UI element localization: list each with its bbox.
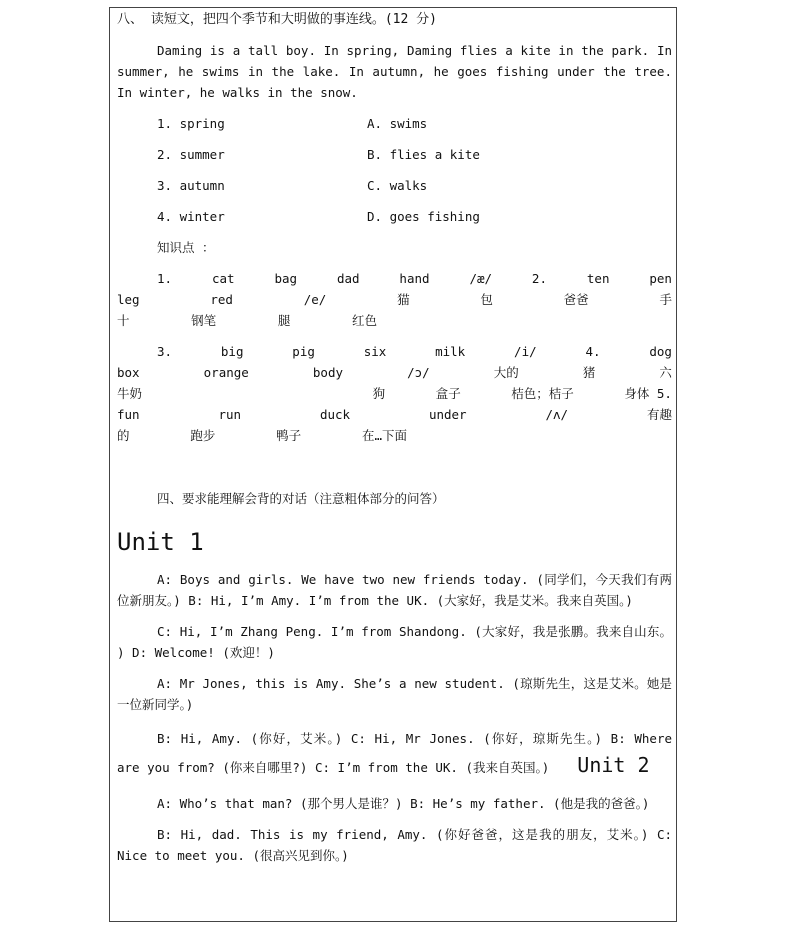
knowledge-line [117, 310, 377, 331]
word: bag [274, 271, 298, 286]
dialogue-paragraph: C: Hi, I’m Zhang Peng. I’m from Shandong. (大家好，我是张鹏。我来自山东。 ) D: Welcome! (欢迎！) [117, 624, 672, 660]
word: 十 [117, 313, 130, 328]
phonetic: /ɔ/ [407, 365, 430, 380]
word: orange [203, 365, 249, 380]
document-body [117, 9, 672, 866]
knowledge-line [117, 268, 672, 289]
dialogue-text: B: Hi, Amy. (你好，艾米。) C: Hi, Mr Jones. (你好，琼斯先生。) B: Where are you from? (你来自哪里?) C: I’m from the UK. (我来自英国。) [117, 731, 672, 775]
knowledge-line [117, 289, 672, 310]
unit-1-title: Unit 1 [117, 528, 204, 556]
word: under [428, 407, 467, 422]
word: 2. [531, 271, 547, 286]
word: pen [649, 271, 672, 286]
word: dad [336, 271, 360, 286]
word: 牛奶 [117, 386, 143, 401]
activity-item: B. flies a kite [367, 147, 480, 162]
knowledge-group-2 [117, 341, 672, 446]
knowledge-group-1 [117, 268, 672, 331]
knowledge-line [117, 383, 672, 404]
activity-item: D. goes fishing [367, 209, 480, 224]
word: body [312, 365, 343, 380]
word: 身体 5. [624, 386, 672, 401]
match-row-3 [117, 175, 672, 196]
knowledge-line [117, 341, 672, 362]
word: big [220, 344, 244, 359]
word: 跑步 [190, 428, 216, 443]
word: 1. [157, 271, 173, 286]
dialogue-paragraph: A: Mr Jones, this is Amy. She’s a new student. (琼斯先生，这是艾米。她是一位新同学。) [117, 676, 672, 712]
word: 大的 [493, 365, 519, 380]
dialogue-paragraph: A: Boys and girls. We have two new friends today. (同学们，今天我们有两位新朋友。) B: Hi, I’m Amy. I’m from the UK. (大家好，我是艾米。我来自英国。) [117, 572, 672, 608]
word: 包 [480, 292, 493, 307]
word: milk [435, 344, 466, 359]
word: 红色 [351, 313, 377, 328]
reading-passage: Daming is a tall boy. In spring, Daming flies a kite in the park. In summer, he swims in the lake. In autumn, he goes fishing under the tree. In winter, he walks in the snow. [117, 43, 672, 100]
word: leg [117, 292, 140, 307]
word: 鸭子 [276, 428, 302, 443]
word: 的 [117, 428, 130, 443]
phonetic: /i/ [514, 344, 537, 359]
section-4-heading: 四、要求能理解会背的对话（注意粗体部分的问答） [157, 491, 445, 506]
word: 手 [659, 292, 672, 307]
word: 钢笔 [191, 313, 217, 328]
dialogue-paragraph: B: Hi, dad. This is my friend, Amy. (你好爸爸，这是我的朋友，艾米。) C: Nice to meet you. (很高兴见到你。) [117, 827, 672, 863]
word: six [363, 344, 387, 359]
knowledge-line [117, 362, 672, 383]
activity-item: A. swims [367, 116, 428, 131]
match-row-2 [117, 144, 672, 165]
word: fun [117, 407, 140, 422]
knowledge-line [117, 425, 407, 446]
word: 在…下面 [361, 428, 407, 443]
phonetic: /æ/ [469, 271, 493, 286]
word: dog [649, 344, 672, 359]
dialogue-paragraph [117, 725, 672, 781]
word: 爸爸 [563, 292, 589, 307]
word: 狗 [372, 386, 386, 401]
season-item: 1. spring [157, 116, 225, 131]
word: hand [399, 271, 430, 286]
knowledge-label-row [117, 237, 672, 258]
season-item: 4. winter [157, 209, 225, 224]
word: pig [292, 344, 315, 359]
match-row-1 [117, 113, 672, 134]
word: 六 [659, 365, 672, 380]
word: cat [211, 271, 235, 286]
word: 盒子 [435, 386, 461, 401]
knowledge-line [117, 404, 672, 425]
season-item: 3. autumn [157, 178, 225, 193]
season-item: 2. summer [157, 147, 225, 162]
match-row-4 [117, 206, 672, 227]
unit-2-title: Unit 2 [577, 753, 650, 777]
word: 4. [585, 344, 601, 359]
word: 腿 [277, 313, 291, 328]
word: ten [586, 271, 610, 286]
word: 桔色；桔子 [511, 386, 574, 401]
word: 有趣 [646, 407, 672, 422]
word: 3. [157, 344, 173, 359]
section-8-heading: 八、 读短文，把四个季节和大明做的事连线。(12 分) [117, 12, 437, 27]
word: 猪 [582, 365, 596, 380]
word: 猫 [397, 292, 410, 307]
phonetic: /ʌ/ [545, 407, 569, 422]
word: run [218, 407, 242, 422]
word: red [210, 292, 233, 307]
dialogue-paragraph: A: Who’s that man? (那个男人是谁？) B: He’s my father. (他是我的爸爸。) [157, 796, 650, 811]
word: duck [319, 407, 351, 422]
phonetic: /e/ [303, 292, 327, 307]
knowledge-label: 知识点 ： [157, 240, 215, 255]
activity-item: C. walks [367, 178, 428, 193]
word: box [117, 365, 140, 380]
